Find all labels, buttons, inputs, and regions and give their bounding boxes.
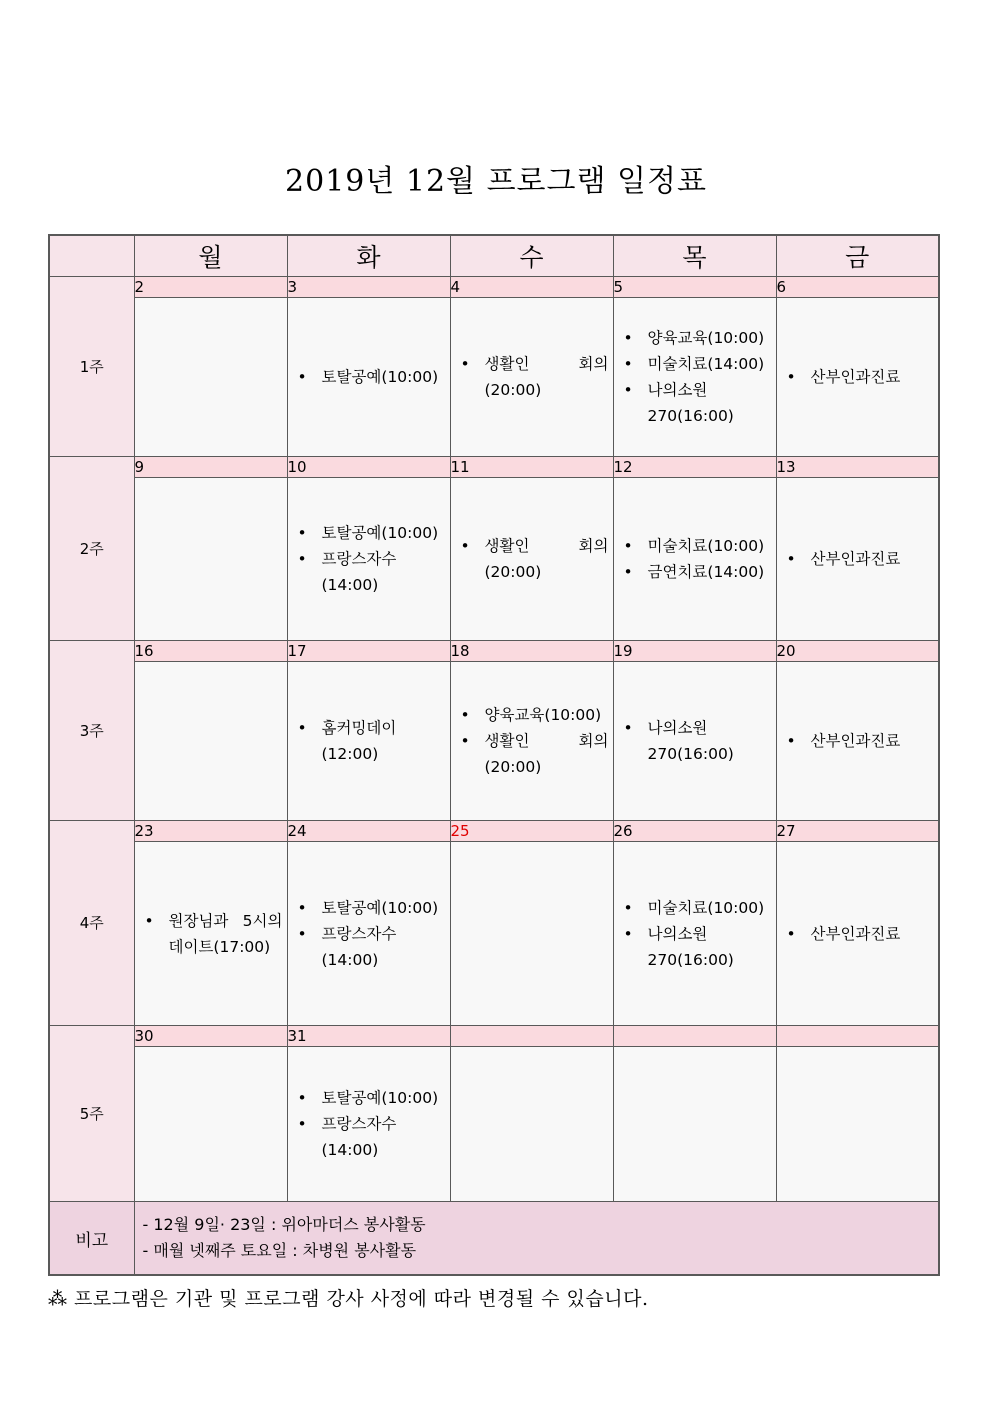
event-list xyxy=(451,702,613,780)
event-list xyxy=(614,715,776,767)
event-cell-thu xyxy=(613,298,776,457)
event-cell-thu xyxy=(613,842,776,1026)
event-list xyxy=(451,351,613,403)
week-label: 1주 xyxy=(49,277,134,457)
event-cell-tue xyxy=(287,298,450,457)
notes-line: - 매월 넷째주 토요일 : 차병원 봉사활동 xyxy=(142,1241,417,1260)
event-cell-fri xyxy=(776,298,939,457)
notes-line: - 12월 9일· 23일 : 위아마더스 봉사활동 xyxy=(142,1215,426,1234)
date-cell-tue: 3 xyxy=(287,277,450,298)
date-cell-tue: 31 xyxy=(287,1026,450,1047)
week-label: 5주 xyxy=(49,1026,134,1202)
event-item: • 나의소원270(16:00) xyxy=(622,377,772,429)
event-list xyxy=(777,364,939,390)
day-header-mon: 월 xyxy=(134,235,287,277)
event-cell-wed xyxy=(450,478,613,641)
event-item: • 프랑스자수(14:00) xyxy=(296,1111,446,1163)
day-header-thu: 목 xyxy=(613,235,776,277)
date-cell-wed: 11 xyxy=(450,457,613,478)
date-row xyxy=(49,457,939,478)
event-item: • 프랑스자수(14:00) xyxy=(296,546,446,598)
event-cell-mon xyxy=(134,1047,287,1202)
event-list xyxy=(777,728,939,754)
event-cell-fri xyxy=(776,662,939,821)
event-list xyxy=(135,908,287,960)
event-cell-mon xyxy=(134,662,287,821)
date-cell-mon: 16 xyxy=(134,641,287,662)
event-item: • 원장님과 5시의 데이트(17:00) xyxy=(143,908,283,960)
header-corner-cell xyxy=(49,235,134,277)
date-cell-thu: 26 xyxy=(613,821,776,842)
event-item: • 금연치료(14:00) xyxy=(622,559,772,585)
event-item: • 미술치료(10:00) xyxy=(622,533,772,559)
event-cell-tue xyxy=(287,842,450,1026)
date-cell-tue: 10 xyxy=(287,457,450,478)
event-list xyxy=(614,533,776,585)
date-cell-wed: 25 xyxy=(450,821,613,842)
event-item: • 토탈공예(10:00) xyxy=(296,895,446,921)
date-cell-wed xyxy=(450,1026,613,1047)
event-list xyxy=(288,895,450,973)
date-cell-thu xyxy=(613,1026,776,1047)
date-cell-mon: 9 xyxy=(134,457,287,478)
event-list xyxy=(777,921,939,947)
event-list xyxy=(614,325,776,429)
event-cell-mon xyxy=(134,298,287,457)
date-cell-fri: 13 xyxy=(776,457,939,478)
event-item: • 토탈공예(10:00) xyxy=(296,520,446,546)
event-cell-fri xyxy=(776,1047,939,1202)
date-row xyxy=(49,277,939,298)
event-item: • 홈커밍데이(12:00) xyxy=(296,715,446,767)
event-cell-wed xyxy=(450,1047,613,1202)
event-list xyxy=(288,715,450,767)
event-cell-thu xyxy=(613,662,776,821)
event-list xyxy=(777,546,939,572)
date-cell-mon: 2 xyxy=(134,277,287,298)
event-item: • 생활인 회의 (20:00) xyxy=(459,533,609,585)
event-list xyxy=(288,520,450,598)
event-item: • 생활인 회의 (20:00) xyxy=(459,351,609,403)
event-cell-tue xyxy=(287,478,450,641)
event-item: • 양육교육(10:00) xyxy=(459,702,609,728)
date-cell-wed: 4 xyxy=(450,277,613,298)
content-row xyxy=(49,662,939,821)
event-cell-thu xyxy=(613,1047,776,1202)
notes-row xyxy=(49,1202,939,1276)
event-item: • 산부인과진료 xyxy=(785,728,935,754)
event-cell-fri xyxy=(776,842,939,1026)
event-list xyxy=(288,1085,450,1163)
event-list xyxy=(451,533,613,585)
date-cell-thu: 12 xyxy=(613,457,776,478)
event-cell-tue xyxy=(287,662,450,821)
event-list xyxy=(614,895,776,973)
event-item: • 토탈공예(10:00) xyxy=(296,364,446,390)
date-cell-wed: 18 xyxy=(450,641,613,662)
event-item: • 프랑스자수(14:00) xyxy=(296,921,446,973)
footer-notice: ⁂ 프로그램은 기관 및 프로그램 강사 사정에 따라 변경될 수 있습니다. xyxy=(48,1288,649,1310)
event-item: • 나의소원270(16:00) xyxy=(622,715,772,767)
event-cell-fri xyxy=(776,478,939,641)
event-cell-thu xyxy=(613,478,776,641)
event-item: • 양육교육(10:00) xyxy=(622,325,772,351)
date-row xyxy=(49,641,939,662)
day-header-row xyxy=(49,235,939,277)
date-cell-mon: 30 xyxy=(134,1026,287,1047)
content-row xyxy=(49,478,939,641)
date-cell-fri xyxy=(776,1026,939,1047)
date-row xyxy=(49,1026,939,1047)
day-header-fri: 금 xyxy=(776,235,939,277)
date-cell-fri: 6 xyxy=(776,277,939,298)
event-item: • 산부인과진료 xyxy=(785,921,935,947)
event-item: • 나의소원270(16:00) xyxy=(622,921,772,973)
date-cell-thu: 5 xyxy=(613,277,776,298)
event-item: • 토탈공예(10:00) xyxy=(296,1085,446,1111)
date-cell-tue: 24 xyxy=(287,821,450,842)
date-row xyxy=(49,821,939,842)
event-list xyxy=(288,364,450,390)
date-cell-mon: 23 xyxy=(134,821,287,842)
event-item: • 미술치료(10:00) xyxy=(622,895,772,921)
date-cell-fri: 20 xyxy=(776,641,939,662)
event-cell-tue xyxy=(287,1047,450,1202)
event-item: • 산부인과진료 xyxy=(785,546,935,572)
date-cell-thu: 19 xyxy=(613,641,776,662)
notes-content xyxy=(134,1202,939,1276)
date-cell-tue: 17 xyxy=(287,641,450,662)
event-cell-wed xyxy=(450,298,613,457)
content-row xyxy=(49,298,939,457)
week-label: 4주 xyxy=(49,821,134,1026)
event-cell-mon xyxy=(134,478,287,641)
week-label: 2주 xyxy=(49,457,134,641)
event-cell-wed xyxy=(450,842,613,1026)
day-header-wed: 수 xyxy=(450,235,613,277)
event-cell-mon xyxy=(134,842,287,1026)
day-header-tue: 화 xyxy=(287,235,450,277)
event-item: • 생활인 회의 (20:00) xyxy=(459,728,609,780)
content-row xyxy=(49,1047,939,1202)
week-label: 3주 xyxy=(49,641,134,821)
event-item: • 미술치료(14:00) xyxy=(622,351,772,377)
notes-label: 비고 xyxy=(49,1202,134,1276)
schedule-table xyxy=(48,234,940,1276)
date-cell-fri: 27 xyxy=(776,821,939,842)
event-cell-wed xyxy=(450,662,613,821)
page-title: 2019년 12월 프로그램 일정표 xyxy=(285,164,707,199)
event-item: • 산부인과진료 xyxy=(785,364,935,390)
content-row xyxy=(49,842,939,1026)
